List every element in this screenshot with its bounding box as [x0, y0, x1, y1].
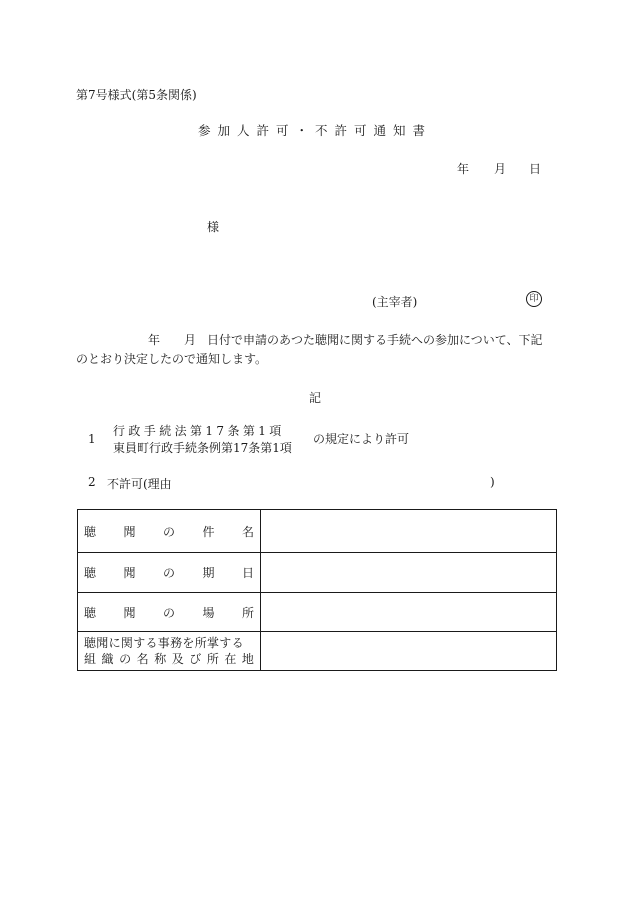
item1-law-line1: 行政手続法第17条第1項: [113, 424, 285, 438]
body-month: 月: [184, 333, 197, 347]
item2-number: 2: [88, 475, 96, 489]
table-row-place: [78, 593, 557, 632]
date-day: 日: [529, 162, 542, 176]
table-row-subject: [78, 510, 557, 553]
value-hearing-subject: [261, 510, 557, 553]
label-hearing-place: 聴 聞 の 場 所: [78, 593, 261, 632]
ki-heading: 記: [308, 391, 321, 405]
addressee-suffix: 様: [207, 220, 220, 234]
item1-number: 1: [88, 432, 96, 446]
table-row-date: [78, 553, 557, 593]
body-text-line1: 日付で申請のあつた聴聞に関する手続への参加について、下記: [207, 333, 543, 347]
date-year: 年: [457, 162, 470, 176]
seal-mark: 印: [526, 291, 542, 307]
table-row-organization: [78, 632, 557, 671]
item2-label: 不許可(理由: [107, 477, 172, 491]
organizer-label: (主宰者): [372, 295, 418, 309]
hearing-info-table: [77, 509, 557, 671]
body-text-line2: のとおり決定したので通知します。: [76, 352, 268, 366]
value-organization: [261, 632, 557, 671]
date-month: 月: [494, 162, 507, 176]
item1-suffix: の規定により許可: [313, 432, 410, 446]
item2-close-paren: ): [490, 475, 495, 489]
document-title: 参加人許可・不許可通知書: [197, 123, 432, 138]
value-hearing-place: [261, 593, 557, 632]
form-number: 第7号様式(第5条関係): [76, 88, 197, 102]
label-hearing-subject: 聴 聞 の 件 名: [78, 510, 261, 553]
item1-law-line2: 東員町行政手続条例第17条第1項: [113, 441, 292, 455]
label-organization: 聴聞に関する事務を所掌する 組 織 の 名 称 及 び 所 在 地: [78, 632, 261, 671]
body-year: 年: [148, 333, 161, 347]
value-hearing-date: [261, 553, 557, 593]
label-hearing-date: 聴 聞 の 期 日: [78, 553, 261, 593]
